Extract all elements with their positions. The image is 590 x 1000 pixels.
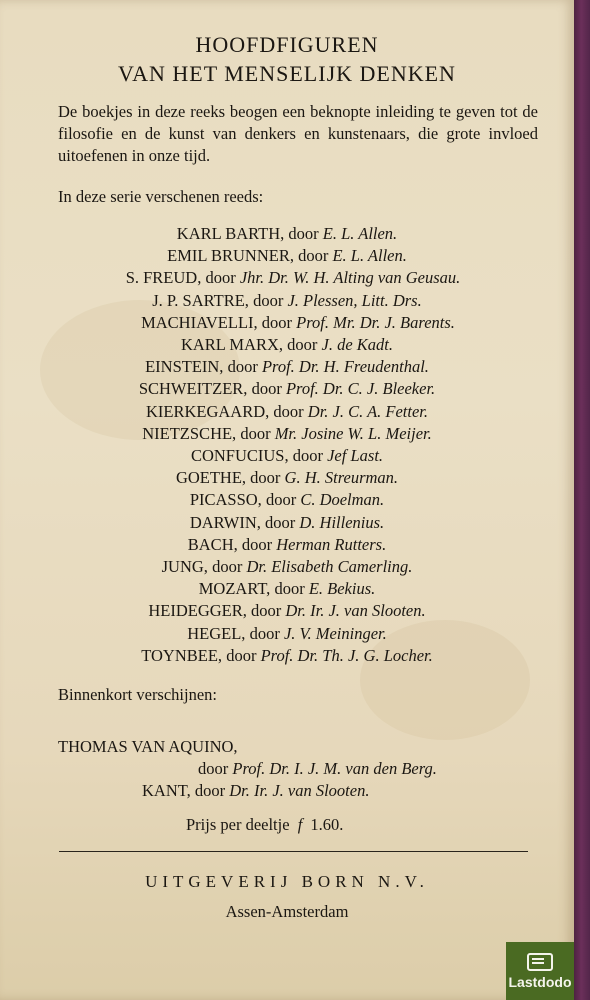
published-by: door — [261, 312, 293, 332]
upcoming-label: Binnenkort verschijnen: — [58, 685, 218, 704]
published-by: door — [205, 268, 236, 288]
published-by: door — [273, 401, 304, 421]
published-subject: EINSTEIN, — [145, 357, 224, 377]
published-author: Jef Last. — [327, 446, 384, 466]
published-item — [0, 245, 574, 267]
published-by: door — [226, 645, 257, 665]
published-author: Dr. Elisabeth Camerling. — [246, 557, 413, 577]
published-by: door — [288, 224, 319, 243]
published-subject: SCHWEITZER, — [138, 379, 248, 399]
published-item — [0, 356, 574, 378]
published-subject: KARL MARX, — [180, 335, 284, 355]
published-item — [0, 556, 574, 578]
published-subject: MOZART, — [198, 579, 271, 599]
book-spine — [574, 0, 590, 1000]
divider-rule — [59, 851, 528, 852]
published-author: Mr. Josine W. L. Meijer. — [274, 423, 432, 443]
published-author: Dr. J. C. A. Fetter. — [307, 401, 429, 421]
published-by: door — [249, 623, 280, 643]
upcoming-subject: KANT, — [142, 781, 191, 800]
upcoming-author: Prof. Dr. I. J. M. van den Berg. — [232, 759, 437, 778]
published-item — [0, 623, 574, 645]
upcoming-item — [58, 736, 538, 758]
published-by: door — [298, 246, 329, 266]
published-subject: KARL BARTH, — [176, 224, 285, 243]
published-author: C. Doelman. — [300, 490, 385, 510]
upcoming-by: door — [198, 759, 229, 778]
upcoming-item-author-line — [198, 758, 437, 780]
published-author: E. L. Allen. — [322, 224, 398, 243]
published-item — [0, 467, 574, 489]
published-by: door — [241, 534, 273, 554]
published-by: door — [274, 579, 305, 599]
published-item — [0, 334, 574, 356]
published-author: Prof. Dr. Th. J. G. Locher. — [260, 645, 433, 665]
published-author: E. L. Allen. — [332, 246, 407, 266]
published-by: door — [250, 468, 281, 488]
upcoming-by: door — [194, 781, 226, 800]
watermark-text: Lastdodo — [508, 973, 572, 990]
published-subject: NIETZSCHE, — [142, 423, 237, 443]
published-by: door — [265, 512, 296, 532]
published-subject: HEGEL, — [187, 623, 246, 643]
published-list — [0, 223, 574, 667]
published-item — [0, 378, 574, 400]
price-currency: f — [297, 815, 303, 834]
lastdodo-logo-icon — [527, 953, 553, 971]
published-by: door — [212, 557, 243, 577]
published-author: Prof. Dr. C. J. Bleeker. — [285, 379, 436, 399]
published-item — [0, 312, 574, 334]
published-author: D. Hillenius. — [299, 512, 385, 532]
intro-paragraph: De boekjes in deze reeks beogen een beknopte inleiding te geven tot de filosofie en de kunst van denkers en kunstenaars, die grote invloed uitoefenen in onze tijd. — [58, 102, 538, 165]
series-title-line-1: HOOFDFIGUREN — [195, 32, 379, 57]
published-author: J. de Kadt. — [321, 335, 394, 355]
published-subject: MACHIAVELLI, — [141, 312, 258, 332]
published-item — [0, 600, 574, 622]
published-author: G. H. Streurman. — [284, 468, 399, 488]
published-item — [0, 445, 574, 467]
published-subject: TOYNBEE, — [141, 645, 223, 665]
published-author: Jhr. Dr. W. H. Alting van Geusau. — [239, 268, 461, 288]
published-subject: EMIL BRUNNER, — [167, 246, 294, 266]
price-line — [186, 814, 343, 836]
published-item — [0, 401, 574, 423]
series-title — [0, 30, 574, 88]
upcoming-item — [142, 780, 369, 802]
published-subject: JUNG, — [161, 557, 208, 577]
published-subject: KIERKEGAARD, — [145, 401, 270, 421]
published-author: J. Plessen, Litt. Drs. — [287, 290, 422, 310]
publisher-name: UITGEVERIJ BORN N.V. — [145, 872, 429, 891]
published-by: door — [240, 423, 271, 443]
published-author: Herman Rutters. — [276, 534, 387, 554]
lastdodo-watermark — [506, 942, 574, 1000]
published-by: door — [251, 379, 282, 399]
published-by: door — [265, 490, 297, 510]
published-item — [0, 645, 574, 667]
published-item — [0, 534, 574, 556]
price-label: Prijs per deeltje — [186, 815, 290, 834]
published-by: door — [292, 446, 323, 466]
published-subject: J. P. SARTRE, — [152, 290, 249, 310]
series-title-line-2: VAN HET MENSELIJK DENKEN — [118, 61, 456, 86]
published-subject: GOETHE, — [175, 468, 247, 488]
published-by: door — [253, 290, 284, 310]
published-item — [0, 489, 574, 511]
published-subject: DARWIN, — [189, 512, 261, 532]
published-subject: BACH, — [187, 534, 238, 554]
published-item — [0, 267, 574, 289]
published-by: door — [287, 335, 318, 355]
published-item — [0, 512, 574, 534]
published-subject: PICASSO, — [189, 490, 262, 510]
publisher-city: Assen-Amsterdam — [225, 902, 349, 921]
published-author: Prof. Dr. H. Freudenthal. — [261, 357, 429, 377]
published-by: door — [227, 357, 258, 377]
published-label: In deze serie verschenen reeds: — [58, 187, 264, 206]
published-item — [0, 223, 574, 245]
upcoming-author: Dr. Ir. J. van Slooten. — [229, 781, 370, 800]
published-author: E. Bekius. — [308, 579, 376, 599]
published-item — [0, 423, 574, 445]
upcoming-subject: THOMAS VAN AQUINO, — [58, 737, 238, 756]
published-author: Prof. Mr. Dr. J. Barents. — [296, 312, 455, 332]
published-subject: HEIDEGGER, — [148, 601, 247, 621]
published-author: Dr. Ir. J. van Slooten. — [285, 601, 426, 621]
published-by: door — [251, 601, 282, 621]
published-subject: CONFUCIUS, — [190, 446, 289, 466]
published-author: J. V. Meininger. — [283, 623, 387, 643]
published-item — [0, 290, 574, 312]
published-subject: S. FREUD, — [125, 268, 202, 288]
price-amount: 1.60. — [310, 815, 344, 834]
published-item — [0, 578, 574, 600]
